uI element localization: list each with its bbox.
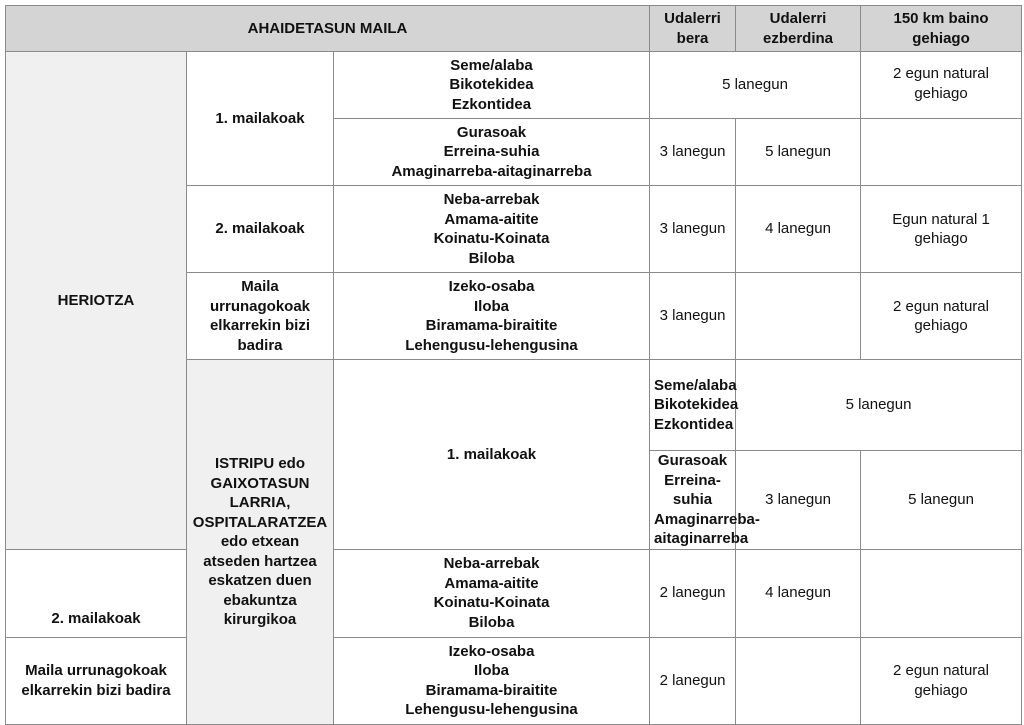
relative: Amama-aitite: [444, 574, 539, 592]
relative: Biloba: [468, 249, 515, 267]
relative: Lehengusu-lehengusina: [405, 336, 578, 354]
table-row: [6, 52, 1022, 119]
relative: Biramama-biraitite: [425, 681, 558, 699]
days-same-municipality: 3 lanegun: [650, 119, 736, 186]
relative: Gurasoak: [456, 123, 527, 141]
relatives-cell: [334, 637, 650, 724]
relative: Amama-aitite: [444, 210, 539, 228]
relative: Iloba: [474, 297, 510, 315]
days-150km: Egun natural 1 gehiago: [861, 186, 1022, 273]
degree-label: 1. mailakoak: [187, 52, 334, 186]
relatives-cell: [334, 52, 650, 119]
relative: Izeko-osaba: [448, 278, 535, 295]
relatives-cell: [334, 119, 650, 186]
days-150km: 2 egun natural gehiago: [861, 637, 1022, 724]
days-same-municipality: 3 lanegun: [650, 186, 736, 273]
degree-label: Maila urrunagokoak elkarrekin bizi badira: [6, 637, 187, 724]
degree-label: 2. mailakoak: [6, 549, 187, 637]
header-different-municipality: Udalerri ezberdina: [736, 6, 861, 52]
relative: Seme/alaba: [654, 376, 737, 394]
header-over-150km: 150 km baino gehiago: [861, 6, 1022, 52]
days-different-municipality: 4 lanegun: [736, 186, 861, 273]
group-title-accident: ISTRIPU edo GAIXOTASUN LARRIA, OSPITALARATZEA edo etxean atseden hartzea eskatzen duen ebakuntza kirurgikoa: [187, 360, 334, 725]
days-merged: 5 lanegun: [650, 52, 861, 119]
degree-label: Maila urrunagokoak elkarrekin bizi badira: [187, 273, 334, 360]
days-different-municipality: [736, 273, 861, 360]
relatives-cell: [650, 360, 739, 451]
header-kinship-degree: AHAIDETASUN MAILA: [6, 6, 650, 52]
header-row: [6, 6, 1022, 52]
relatives-cell: [334, 273, 650, 360]
relative: Koinatu-Koinata: [433, 594, 550, 611]
days-different-municipality: 4 lanegun: [736, 549, 861, 637]
relative: Lehengusu-lehengusina: [405, 701, 578, 718]
relative: Neba-arrebak: [443, 555, 540, 572]
table-row: [6, 549, 1022, 637]
relative: Ezkontidea: [654, 415, 734, 433]
relative: Erreina-suhia: [664, 471, 721, 508]
degree-label: 2. mailakoak: [187, 186, 334, 273]
days-same-municipality: 2 lanegun: [650, 637, 736, 724]
days-different-municipality: 5 lanegun: [861, 451, 1022, 550]
days-same-municipality: 3 lanegun: [736, 451, 861, 550]
relative: Bikotekidea: [449, 76, 534, 94]
relative: Biramama-biraitite: [425, 317, 558, 334]
relative: Neba-arrebak: [443, 191, 540, 208]
relative: Amaginarreba-aitaginarreba: [654, 510, 760, 547]
relatives-cell: [650, 451, 760, 550]
relative: Gurasoak: [657, 452, 728, 469]
days-150km: 2 egun natural gehiago: [861, 52, 1022, 119]
relative: Izeko-osaba: [448, 642, 535, 660]
days-same-municipality: 3 lanegun: [650, 273, 736, 360]
leave-table: [5, 5, 1022, 725]
header-same-municipality: Udalerri bera: [650, 6, 736, 52]
days-same-municipality: 2 lanegun: [650, 549, 736, 637]
relative: Erreina-suhia: [443, 143, 540, 161]
days-150km: [861, 549, 1022, 637]
degree-label: 1. mailakoak: [334, 360, 650, 550]
relative: Biloba: [468, 613, 515, 631]
relatives-cell: [334, 186, 650, 273]
days-150km: [861, 119, 1022, 186]
relative: Bikotekidea: [654, 396, 739, 414]
relative: Iloba: [474, 662, 510, 679]
days-150km: 2 egun natural gehiago: [861, 273, 1022, 360]
days-merged: 5 lanegun: [736, 360, 1022, 451]
relative: Seme/alaba: [450, 56, 533, 74]
relative: Amaginarreba-aitaginarreba: [391, 162, 592, 180]
days-different-municipality: [736, 637, 861, 724]
group-title-death: HERIOTZA: [6, 52, 187, 550]
days-different-municipality: 5 lanegun: [736, 119, 861, 186]
relatives-cell: [334, 549, 650, 637]
table-row: [6, 637, 1022, 724]
relative: Ezkontidea: [451, 95, 532, 113]
relative: Koinatu-Koinata: [433, 230, 550, 247]
